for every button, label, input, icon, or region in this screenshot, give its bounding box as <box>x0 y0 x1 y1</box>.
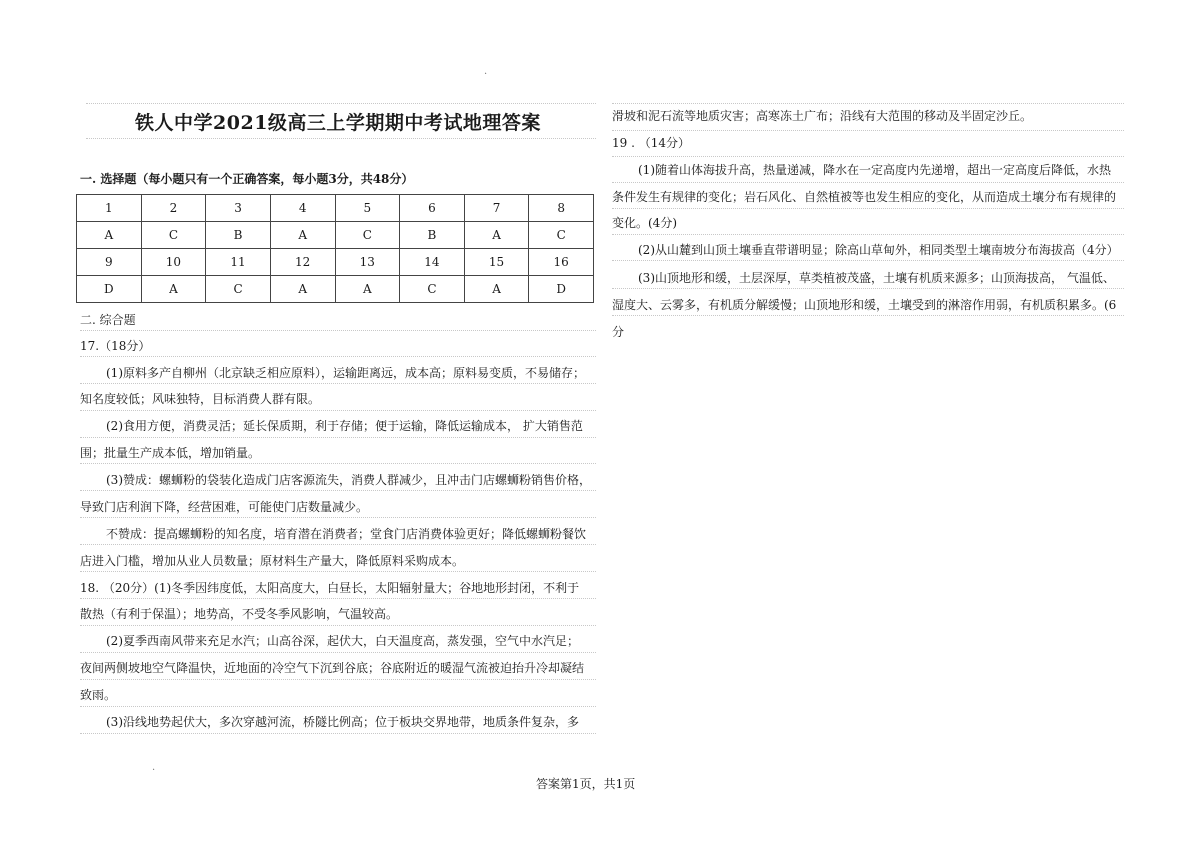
table-cell: C <box>141 222 206 249</box>
section2-heading: 二. 综合题 <box>80 313 136 327</box>
answer-line: 分 <box>612 325 625 339</box>
table-cell: A <box>270 222 335 249</box>
q17-heading: 17.（18分） <box>80 339 151 353</box>
left-rule-2 <box>80 356 596 357</box>
table-cell: B <box>400 222 465 249</box>
answer-line: (2)从山麓到山顶土壤垂直带谱明显；除高山草甸外，相同类型土壤南坡分布海拔高（4分） <box>638 243 1119 257</box>
answer-line: 致雨。 <box>80 688 117 702</box>
table-cell: 11 <box>206 249 271 276</box>
table-cell: 2 <box>141 195 206 222</box>
table-cell: 14 <box>400 249 465 276</box>
table-cell: C <box>335 222 400 249</box>
title-underline <box>86 138 596 139</box>
table-cell: A <box>77 222 142 249</box>
table-cell: 15 <box>464 249 529 276</box>
q18-heading: 18. （20分）(1)冬季因纬度低，太阳高度大，白昼长，太阳辐射量大；谷地地形封闭，不利于 <box>80 581 580 595</box>
answer-line: 店进入门槛，增加从业人员数量；原材料生产量大，降低原料采购成本。 <box>80 554 465 568</box>
page-footer: 答案第1页，共1页 <box>536 777 636 791</box>
table-cell: C <box>529 222 594 249</box>
table-cell: D <box>529 276 594 303</box>
answer-line: (2)食用方便，消费灵活；延长保质期，利于存储；便于运输，降低运输成本， 扩大销售范 <box>106 419 583 433</box>
table-cell: A <box>335 276 400 303</box>
table-cell: 6 <box>400 195 465 222</box>
answer-line: 滑坡和泥石流等地质灾害；高寒冻土广布；沿线有大范围的移动及半固定沙丘。 <box>612 109 1033 123</box>
answer-line: 不赞成：提高螺蛳粉的知名度，培育潜在消费者；堂食门店消费体验更好；降低螺蛳粉餐饮 <box>106 527 587 541</box>
table-cell: 4 <box>270 195 335 222</box>
answer-line: 变化。(4分) <box>612 216 677 230</box>
table-cell: D <box>77 276 142 303</box>
answer-line: (1)原料多产自柳州（北京缺乏相应原料），运输距离远，成本高；原料易变质，不易储存； <box>106 366 586 380</box>
answer-line: 围；批量生产成本低，增加销量。 <box>80 446 261 460</box>
answer-line: (2)夏季西南风带来充足水汽；山高谷深，起伏大，白天温度高，蒸发强，空气中水汽足； <box>106 634 580 648</box>
right-rule-5 <box>612 234 1124 235</box>
table-cell: A <box>464 222 529 249</box>
table-cell: A <box>141 276 206 303</box>
left-rule-15 <box>80 706 596 707</box>
answer-line: (3)山顶地形和缓，土层深厚，草类植被茂盛，土壤有机质来源多；山顶海拔高， 气温低、 <box>638 271 1115 285</box>
answer-line: 条件发生有规律的变化；岩石风化、自然植被等也发生相应的变化，从而造成土壤分布有规律的 <box>612 190 1117 204</box>
table-cell: C <box>400 276 465 303</box>
table-cell: 13 <box>335 249 400 276</box>
table-cell: A <box>464 276 529 303</box>
table-row <box>77 249 594 276</box>
stray-mark-top: . <box>484 66 488 77</box>
table-cell: 8 <box>529 195 594 222</box>
section1-heading: 一. 选择题（每小题只有一个正确答案，每小题3分，共48分） <box>80 172 414 186</box>
stray-mark-bottom: . <box>152 762 156 773</box>
page-title: 铁人中学2021级高三上学期期中考试地理答案 <box>135 112 541 134</box>
table-row <box>77 222 594 249</box>
table-cell: B <box>206 222 271 249</box>
answer-line: (3)沿线地势起伏大，多次穿越河流，桥隧比例高；位于板块交界地带，地质条件复杂，多 <box>106 715 580 729</box>
answer-line: (3)赞成：螺蛳粉的袋装化造成门店客源流失，消费人群减少，且冲击门店螺蛳粉销售价格， <box>106 473 592 487</box>
table-cell: 3 <box>206 195 271 222</box>
table-cell: 5 <box>335 195 400 222</box>
header-rule-left <box>86 103 596 104</box>
table-cell: 10 <box>141 249 206 276</box>
answer-line: 散热（有利于保温）；地势高，不受冬季风影响，气温较高。 <box>80 607 399 621</box>
answer-line: 导致门店利润下降，经营困难，可能使门店数量减少。 <box>80 500 369 514</box>
table-cell: 16 <box>529 249 594 276</box>
left-rule-1 <box>80 330 596 331</box>
answer-line: 知名度较低；风味独特，目标消费人群有限。 <box>80 392 321 406</box>
answer-table <box>76 194 594 303</box>
q19-heading: 19 . （14分） <box>612 136 690 150</box>
table-cell: 7 <box>464 195 529 222</box>
answer-line: 湿度大、云雾多，有机质分解缓慢；山顶地形和缓，土壤受到的淋溶作用弱，有机质积累多。(6 <box>612 298 1117 312</box>
table-cell: A <box>270 276 335 303</box>
answer-line: (1)随着山体海拔升高，热量递减，降水在一定高度内先递增，超出一定高度后降低，水热 <box>638 163 1112 177</box>
table-cell: 9 <box>77 249 142 276</box>
table-row <box>77 195 594 222</box>
table-cell: 12 <box>270 249 335 276</box>
answer-line: 夜间两侧坡地空气降温快，近地面的冷空气下沉到谷底；谷底附近的暖湿气流被迫抬升冷却凝结 <box>80 661 585 675</box>
table-cell: 1 <box>77 195 142 222</box>
table-row <box>77 276 594 303</box>
table-cell: C <box>206 276 271 303</box>
